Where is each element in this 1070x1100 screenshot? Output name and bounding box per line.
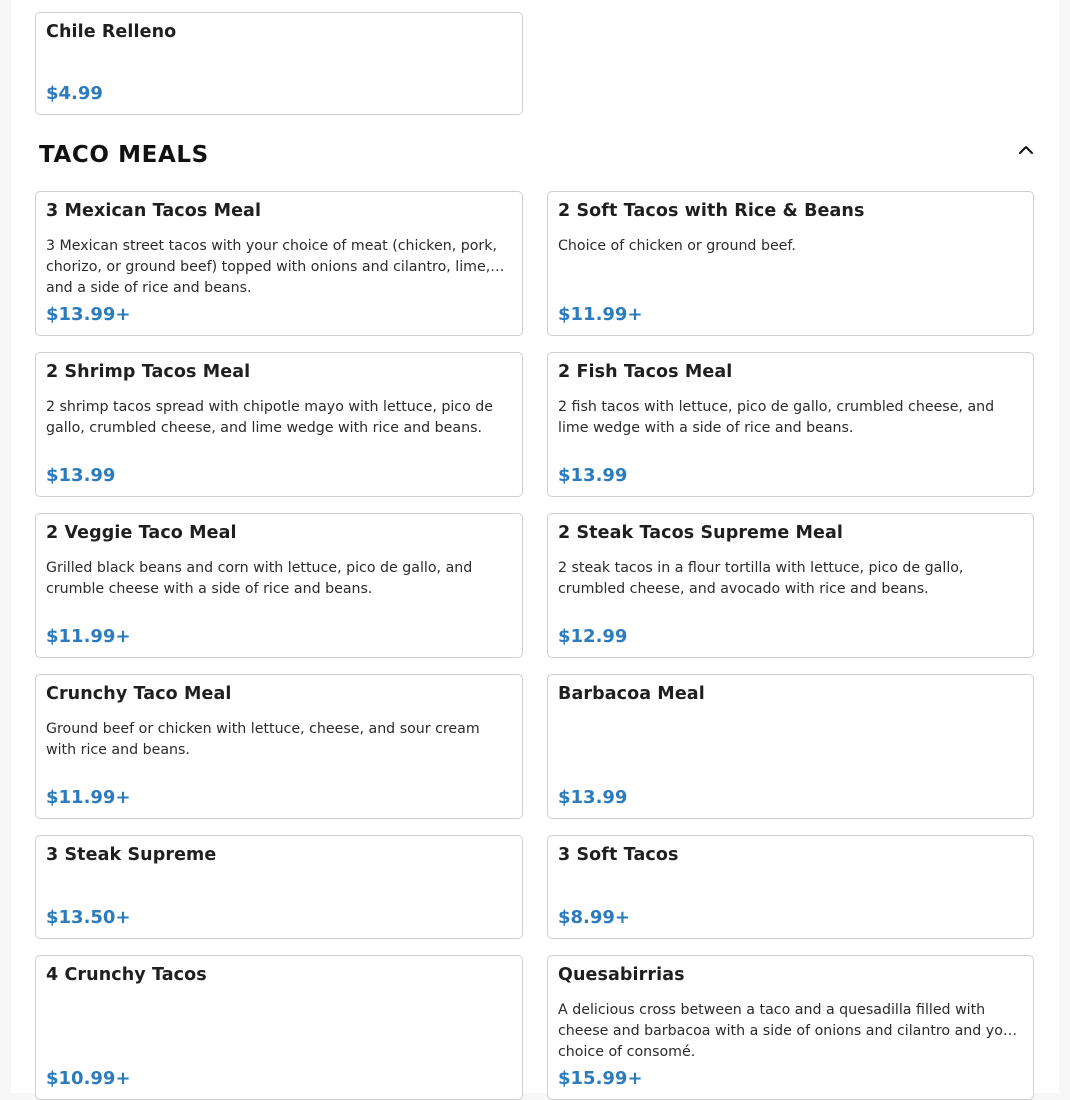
menu-item-price: $13.50+	[46, 907, 131, 928]
menu-item-price: $11.99+	[46, 626, 131, 647]
menu-item-description: Choice of chicken or ground beef.	[558, 238, 796, 254]
menu-item-card[interactable]	[35, 955, 523, 1100]
menu-item-price: $13.99	[46, 465, 116, 486]
menu-item-price: $4.99	[46, 83, 103, 104]
menu-item-description: 2 steak tacos in a flour tortilla with lettuce, pico de gallo, crumbled cheese, and avocado with rice and beans.	[558, 560, 964, 597]
menu-item-description: 2 shrimp tacos spread with chipotle mayo with lettuce, pico de gallo, crumbled cheese, and lime wedge with rice and beans.	[46, 399, 494, 436]
menu-item-card[interactable]	[547, 513, 1034, 658]
menu-page	[11, 0, 1059, 1093]
menu-item-description: Grilled black beans and corn with lettuce, pico de gallo, and crumble cheese with a side of rice and beans.	[46, 560, 473, 597]
menu-item-name: 2 Steak Tacos Supreme Meal	[558, 523, 844, 543]
menu-item-name: 3 Soft Tacos	[558, 845, 679, 865]
menu-item-name: Crunchy Taco Meal	[46, 684, 232, 704]
menu-item-card[interactable]	[35, 352, 523, 497]
menu-item-price: $13.99	[558, 465, 628, 486]
menu-item-card[interactable]	[35, 12, 523, 115]
menu-item-name: 3 Mexican Tacos Meal	[46, 201, 262, 221]
menu-item-card[interactable]	[547, 955, 1034, 1100]
chevron-up-icon[interactable]	[1017, 141, 1035, 159]
menu-item-name: 3 Steak Supreme	[46, 845, 217, 865]
menu-item-card[interactable]	[547, 352, 1034, 497]
menu-item-card[interactable]	[547, 674, 1034, 819]
menu-item-card[interactable]	[547, 835, 1034, 939]
menu-item-price: $13.99+	[46, 304, 131, 325]
menu-item-price: $13.99	[558, 787, 628, 808]
menu-item-card[interactable]	[35, 674, 523, 819]
menu-item-card[interactable]	[35, 191, 523, 336]
menu-item-card[interactable]	[35, 513, 523, 658]
menu-item-price: $10.99+	[46, 1068, 131, 1089]
menu-item-name: 2 Fish Tacos Meal	[558, 362, 733, 382]
menu-item-name: 2 Veggie Taco Meal	[46, 523, 237, 543]
menu-item-name: Chile Relleno	[46, 22, 177, 42]
menu-item-name: Barbacoa Meal	[558, 684, 705, 704]
menu-item-card[interactable]	[35, 835, 523, 939]
menu-item-name: 2 Soft Tacos with Rice & Beans	[558, 201, 865, 221]
menu-item-description: Ground beef or chicken with lettuce, cheese, and sour cream with rice and beans.	[46, 721, 480, 758]
menu-item-description: A delicious cross between a taco and a quesadilla filled with cheese and barbacoa with a side of onions and cilantro and your choice of consomé.	[558, 1002, 1018, 1060]
menu-item-description: 3 Mexican street tacos with your choice of meat (chicken, pork, chorizo, or ground beef) topped with onions and cilantro, lime, and a side of rice and beans.	[46, 238, 497, 296]
menu-item-price: $12.99	[558, 626, 628, 647]
menu-item-price: $11.99+	[46, 787, 131, 808]
section-title: TACO MEALS	[39, 142, 209, 168]
menu-item-price: $15.99+	[558, 1068, 643, 1089]
menu-item-price: $11.99+	[558, 304, 643, 325]
menu-item-name: 2 Shrimp Tacos Meal	[46, 362, 251, 382]
menu-item-description: 2 fish tacos with lettuce, pico de gallo, crumbled cheese, and lime wedge with a side of rice and beans.	[558, 399, 995, 436]
menu-item-price: $8.99+	[558, 907, 631, 928]
menu-item-name: Quesabirrias	[558, 965, 685, 985]
menu-item-card[interactable]	[547, 191, 1034, 336]
section-header-taco-meals[interactable]	[35, 131, 1035, 181]
menu-item-name: 4 Crunchy Tacos	[46, 965, 207, 985]
